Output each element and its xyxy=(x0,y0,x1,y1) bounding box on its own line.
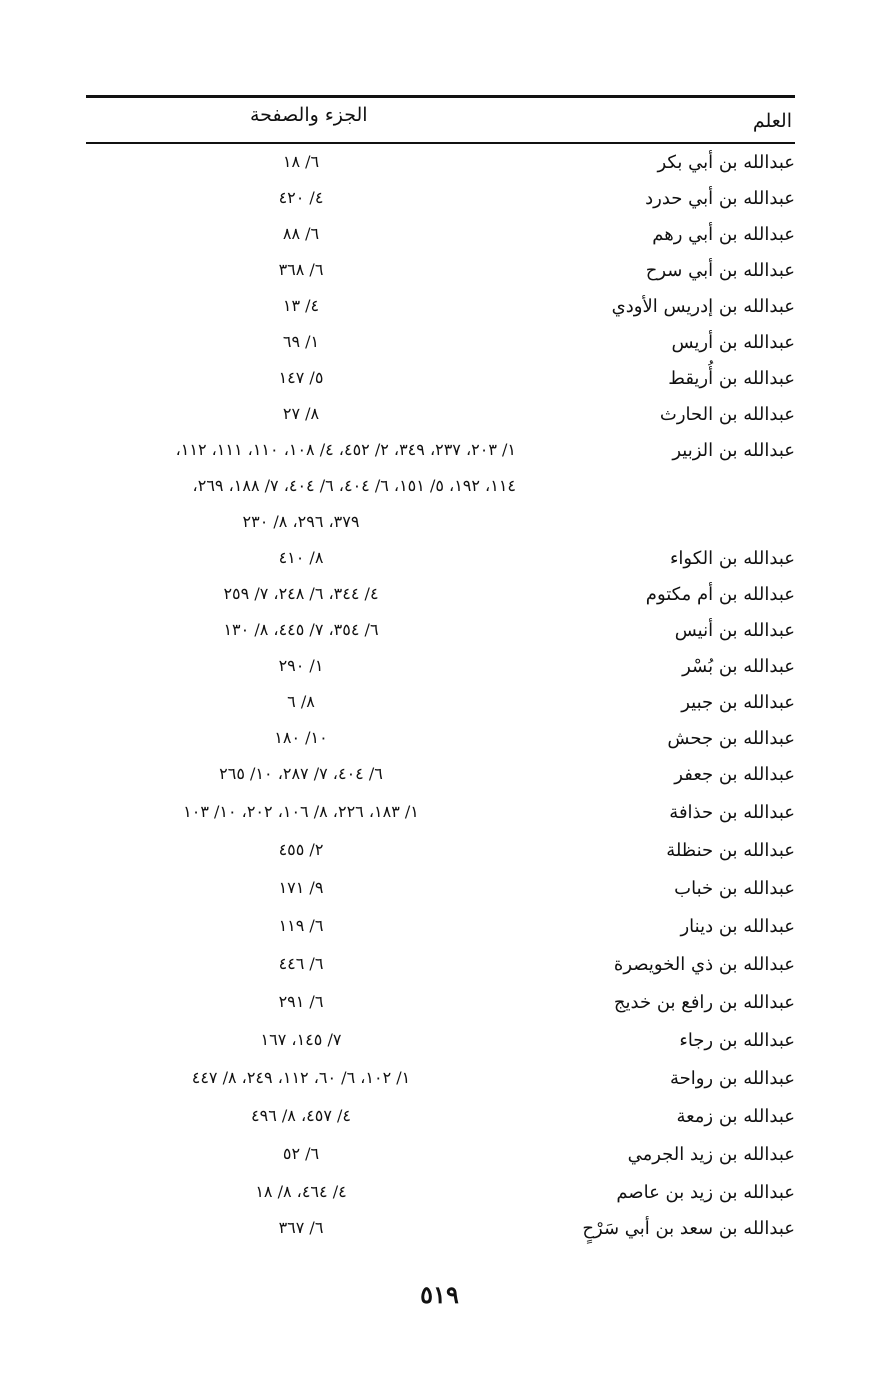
entry-name: عبدالله بن أبي حدرد xyxy=(645,188,795,209)
index-row xyxy=(86,838,795,874)
entry-name: عبدالله بن الحارث xyxy=(659,404,795,425)
entry-pages: ٥/ ١٤٧ xyxy=(278,368,324,387)
page-number: ٥١٩ xyxy=(420,1280,459,1309)
index-row xyxy=(86,474,795,510)
entry-pages: ٩/ ١٧١ xyxy=(278,878,324,897)
index-row xyxy=(86,914,795,950)
entry-pages: ٤/ ١٣ xyxy=(282,296,320,315)
entry-name: عبدالله بن إدريس الأودي xyxy=(611,296,795,317)
entry-pages: ٨/ ٤١٠ xyxy=(278,548,324,567)
entry-name: عبدالله بن حنظلة xyxy=(666,840,795,861)
index-row xyxy=(86,762,795,798)
entry-pages: ١/ ١٨٣، ٢٢٦، ٨/ ١٠٦، ٢٠٢، ١٠/ ١٠٣ xyxy=(183,802,419,821)
entry-pages: ١/ ١٠٢، ٦/ ٦٠، ١١٢، ٢٤٩، ٨/ ٤٤٧ xyxy=(191,1068,411,1087)
entry-name: عبدالله بن خباب xyxy=(674,878,795,899)
entry-pages: ٢/ ٤٥٥ xyxy=(278,840,324,859)
entry-pages: ٦/ ١٨ xyxy=(282,152,320,171)
index-row xyxy=(86,990,795,1026)
entry-pages: ٦/ ٥٢ xyxy=(282,1144,320,1163)
index-row xyxy=(86,186,795,222)
entry-name: عبدالله بن رواحة xyxy=(669,1068,795,1089)
entry-name: عبدالله بن زمعة xyxy=(676,1106,795,1127)
index-row xyxy=(86,1066,795,1102)
entry-pages: ١١٤، ١٩٢، ٥/ ١٥١، ٦/ ٤٠٤، ٦/ ٤٠٤، ٧/ ١٨٨، ٢٦٩، xyxy=(192,476,516,495)
index-row xyxy=(86,618,795,654)
entry-name: عبدالله بن رافع بن خديج xyxy=(613,992,795,1013)
index-row xyxy=(86,510,795,546)
index-row xyxy=(86,1216,795,1252)
entry-pages: ٤/ ٤٢٠ xyxy=(278,188,324,207)
entry-name: عبدالله بن بُسْر xyxy=(682,656,795,677)
entry-name: عبدالله بن الكواء xyxy=(669,548,795,569)
index-row xyxy=(86,952,795,988)
entry-pages: ٤/ ٤٦٤، ٨/ ١٨ xyxy=(255,1182,347,1201)
entry-name: عبدالله بن دينار xyxy=(680,916,795,937)
header-pages-column: الجزء والصفحة xyxy=(250,104,368,126)
entry-pages: ٦/ ٣٦٧ xyxy=(278,1218,324,1237)
entry-name: عبدالله بن جبير xyxy=(681,692,795,713)
entry-name: عبدالله بن زيد الجرمي xyxy=(627,1144,795,1165)
entry-pages: ٤/ ٣٤٤، ٦/ ٢٤٨، ٧/ ٢٥٩ xyxy=(223,584,379,603)
index-row xyxy=(86,800,795,836)
index-row xyxy=(86,330,795,366)
header-name-column: العلم xyxy=(752,110,792,132)
entry-name: عبدالله بن أبي سرح xyxy=(645,260,795,281)
index-row xyxy=(86,1142,795,1178)
index-row xyxy=(86,1028,795,1064)
index-row xyxy=(86,294,795,330)
entry-pages: ٦/ ٣٦٨ xyxy=(278,260,324,279)
entry-name: عبدالله بن أبي بكر xyxy=(657,152,795,173)
index-row xyxy=(86,654,795,690)
entry-pages: ٦/ ٤٤٦ xyxy=(278,954,324,973)
index-row xyxy=(86,438,795,474)
index-row xyxy=(86,1180,795,1216)
entry-name: عبدالله بن أبي رهم xyxy=(652,224,795,245)
entry-name: عبدالله بن ذي الخويصرة xyxy=(613,954,795,975)
index-row xyxy=(86,258,795,294)
entry-name: عبدالله بن أُريقط xyxy=(668,368,795,389)
index-row xyxy=(86,546,795,582)
index-row xyxy=(86,1104,795,1140)
index-row xyxy=(86,150,795,186)
entry-name: عبدالله بن أنيس xyxy=(674,620,795,641)
entry-name: عبدالله بن أم مكتوم xyxy=(645,584,795,605)
index-row xyxy=(86,582,795,618)
entry-pages: ٨/ ٦ xyxy=(287,692,315,711)
entry-name: عبدالله بن رجاء xyxy=(679,1030,795,1051)
entry-pages: ٣٧٩، ٢٩٦، ٨/ ٢٣٠ xyxy=(242,512,360,531)
index-row xyxy=(86,690,795,726)
entry-pages: ٨/ ٢٧ xyxy=(282,404,320,423)
entry-name: عبدالله بن أريس xyxy=(671,332,795,353)
entry-name: عبدالله بن زيد بن عاصم xyxy=(616,1182,795,1203)
entry-pages: ٧/ ١٤٥، ١٦٧ xyxy=(260,1030,342,1049)
entry-pages: ١٠/ ١٨٠ xyxy=(274,728,328,747)
entry-pages: ٦/ ٤٠٤، ٧/ ٢٨٧، ١٠/ ٢٦٥ xyxy=(219,764,383,783)
entry-name: عبدالله بن حذافة xyxy=(669,802,795,823)
entry-pages: ١/ ٢٩٠ xyxy=(278,656,324,675)
entry-name: عبدالله بن الزبير xyxy=(672,440,795,461)
entry-pages: ٤/ ٤٥٧، ٨/ ٤٩٦ xyxy=(251,1106,351,1125)
index-row xyxy=(86,876,795,912)
entry-pages: ٦/ ١١٩ xyxy=(278,916,324,935)
entry-pages: ١/ ٢٠٣، ٢٣٧، ٣٤٩، ٢/ ٤٥٢، ٤/ ١٠٨، ١١٠، ١١١، ١١٢، xyxy=(175,440,516,459)
entry-pages: ٦/ ٣٥٤، ٧/ ٤٤٥، ٨/ ١٣٠ xyxy=(223,620,379,639)
index-row xyxy=(86,402,795,438)
index-row xyxy=(86,222,795,258)
index-row xyxy=(86,726,795,762)
entry-name: عبدالله بن جحش xyxy=(667,728,795,749)
entry-pages: ٦/ ٨٨ xyxy=(282,224,320,243)
entry-pages: ٦/ ٢٩١ xyxy=(278,992,324,1011)
entry-pages: ١/ ٦٩ xyxy=(282,332,320,351)
index-row xyxy=(86,366,795,402)
entry-name: عبدالله بن سعد بن أبي سَرْحٍ xyxy=(582,1218,795,1239)
entry-name: عبدالله بن جعفر xyxy=(674,764,795,785)
